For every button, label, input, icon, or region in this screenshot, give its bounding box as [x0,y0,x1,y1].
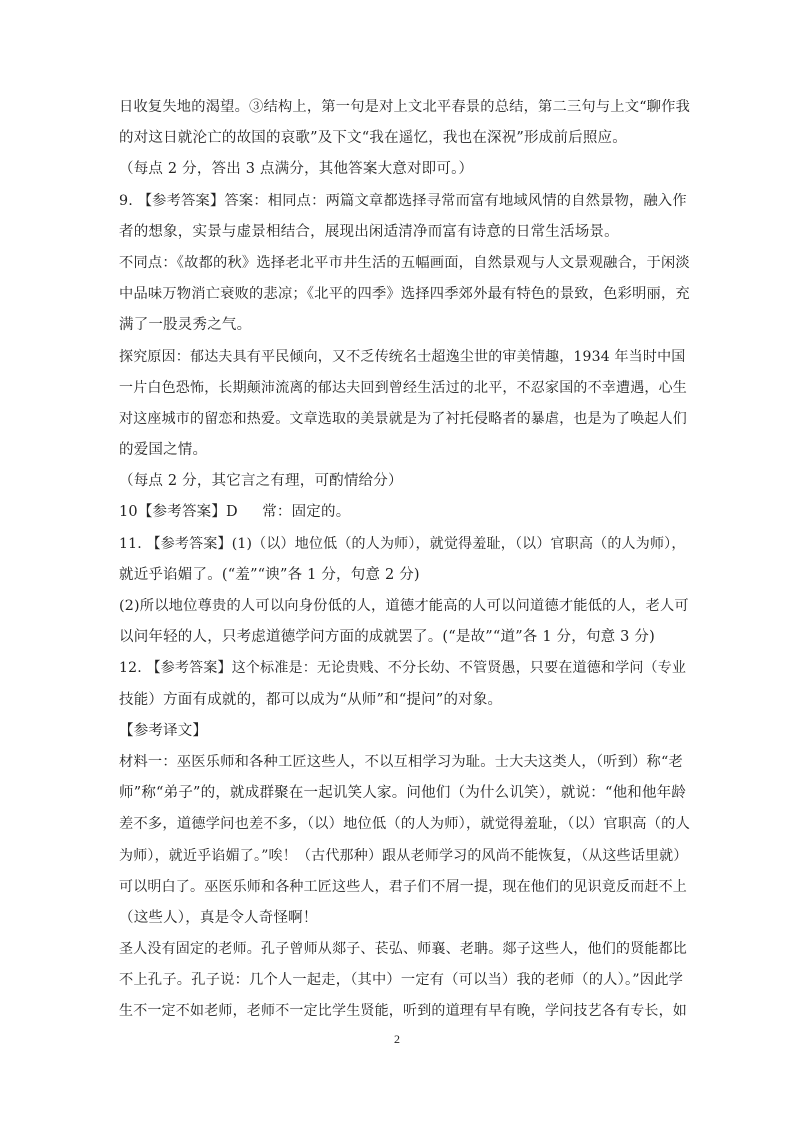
text-line: （这些人），真是令人奇怪啊！ [119,909,318,926]
text-line: 中品味万物消亡衰败的悲凉；《北平的四季》选择四季郊外最有特色的景致，色彩明丽，充 [119,286,690,303]
text-line: 9. 【参考答案】答案：相同点：两篇文章都选择寻常而富有地域风情的自然景物，融入作 [119,192,687,209]
text-line: 对这座城市的留恋和热爱。文章选取的美景就是为了衬托侵略者的暴虐，也是为了唤起人们 [119,410,687,427]
text-line: 可以明白了。巫医乐师和各种工匠这些人，君子们不屑一提，现在他们的见识竟反而赶不上 [119,878,687,895]
text-line: 11. 【参考答案】(1)（以）地位低（的人为师），就觉得羞耻，（以）官职高（的人为师）， [119,535,686,552]
text-line: 一片白色恐怖，长期颠沛流离的郁达夫回到曾经生活过的北平，不忍家国的不幸遭遇，心生 [119,379,687,396]
text-line: 日收复失地的渴望。③结构上，第一句是对上文北平春景的总结，第二三句与上文“聊作我 [119,99,691,115]
page-number: 2 [394,1032,400,1046]
text-line: 探究原因：郁达夫具有平民倾向，又不乏传统名士超逸尘世的审美情趣，1934 年当时中国 [119,348,686,365]
text-line: （每点 2 分，答出 3 点满分，其他答案大意对即可。） [119,161,474,178]
paragraph [119,342,689,467]
text-line: 满了一股灵秀之气。 [119,317,252,334]
paragraph [119,92,689,154]
text-line: 技能）方面有成就的，都可以成为“从师”和“提问”的对象。 [119,691,503,708]
paragraph [119,248,689,342]
paragraph [119,186,689,248]
text-line: 10【参考答案】D 常：固定的。 [119,504,351,521]
text-line: (2)所以地位尊贵的人可以向身份低的人，道德才能高的人可以问道德才能低的人，老人可 [119,598,689,614]
paragraph [119,154,689,185]
text-line: 不同点：《故都的秋》选择老北平市井生活的五幅画面，自然景观与人文景观融合，于闲淡 [119,254,690,271]
paragraph [119,466,689,497]
text-line: 的爱国之情。 [119,442,208,459]
text-line: 生不一定不如老师，老师不一定比学生贤能，听到的道理有早有晚，学问技艺各有专长，如 [119,1003,687,1020]
text-line: 者的想象，实景与虚景相结合，展现出闲适清净而富有诗意的日常生活场景。 [119,223,619,240]
paragraph [119,529,689,591]
document-body [119,92,689,1028]
paragraph [119,591,689,653]
text-line: 圣人没有固定的老师。孔子曾师从郯子、苌弘、师襄、老聃。郯子这些人，他们的贤能都比 [119,941,687,958]
text-line: 就近乎谄媚了。(“羞”“谀”各 1 分，句意 2 分) [119,566,420,583]
text-line: 不上孔子。孔子说：几个人一起走，（其中）一定有（可以当）我的老师（的人）。”因此学 [119,972,684,989]
text-line: （每点 2 分，其它言之有理，可酌情给分） [119,473,403,490]
paragraph [119,747,689,934]
paragraph [119,716,689,747]
text-line: 【参考译文】 [119,722,208,739]
text-line: 差不多，道德学问也差不多，（以）地位低（的人为师），就觉得羞耻，（以）官职高（的人 [119,816,691,833]
text-line: 以问年轻的人，只考虑道德学问方面的成就罢了。(“是故”“道”各 1 分，句意 3 分) [119,629,655,646]
text-line: 师”称“弟子”的，就成群聚在一起讥笑人家。问他们（为什么讥笑），就说：“他和他年龄 [119,785,687,802]
text-line: 的对这日就沦亡的故国的哀歌”及下文“我在遥忆，我也在深祝”形成前后照应。 [119,130,627,147]
text-line: 为师），就近乎谄媚了。”唉！（古代那种）跟从老师学习的风尚不能恢复，（从这些话里就） [119,847,688,864]
text-line: 材料一：巫医乐师和各种工匠这些人，不以互相学习为耻。士大夫这类人，（听到）称“老 [119,753,683,770]
paragraph [119,497,689,528]
text-line: 12. 【参考答案】这个标准是：无论贵贱、不分长幼、不管贤愚，只要在道德和学问（专业 [119,660,687,677]
paragraph [119,934,689,1028]
paragraph [119,653,689,715]
